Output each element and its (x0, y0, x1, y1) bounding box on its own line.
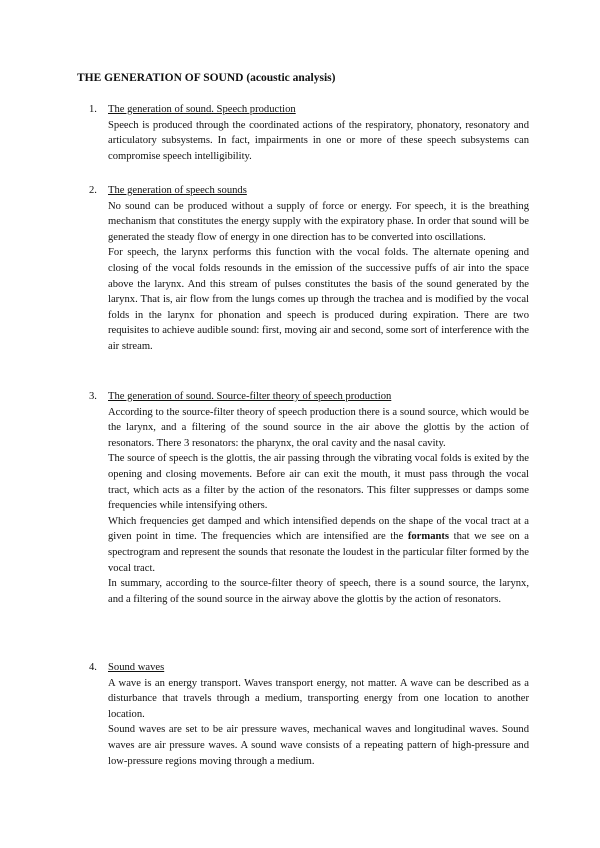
document-title: THE GENERATION OF SOUND (acoustic analysis) (77, 72, 336, 84)
formants-text-before: Which frequencies get damped and which intensified depends on the shape of the vocal tract at a given point in time. The frequencies which are intensified are the (108, 515, 529, 543)
paragraph: In summary, according to the source-filter theory of speech, there is a sound source, the larynx, and a filtering of the sound source in the airway above the glottis by the action of resonators. (108, 578, 529, 605)
section-heading (89, 660, 529, 676)
section-heading (89, 183, 529, 199)
paragraph-formants (89, 514, 529, 576)
section-title: The generation of sound. Source-filter theory of speech production (108, 391, 392, 402)
paragraph: The source of speech is the glottis, the air passing through the vibrating vocal folds is exited by the opening and closing movements. Before air can exit the mouth, it must pass through the vocal tract, which acts as a filter by the action of the resonators. This filter suppresses or damps some frequencies while intensifying others. (108, 453, 529, 512)
section-4 (89, 660, 529, 769)
section-number: 3. (89, 391, 97, 402)
section-title: Sound waves (108, 662, 165, 673)
section-number: 4. (89, 662, 97, 673)
section-1 (89, 102, 529, 164)
paragraph: According to the source-filter theory of speech production there is a sound source, which would be the larynx, and a filtering of the sound source in the air above the glottis by the action of resonators. There 3 resonators: the pharynx, the oral cavity and the nasal cavity. (108, 406, 529, 449)
formants-term: formants (407, 531, 450, 543)
paragraph: A wave is an energy transport. Waves transport energy, not matter. A wave can be described as a disturbance that travels through a medium, transporting energy from one location to another location. (108, 677, 529, 720)
formants-text-after: that we see on a spectrogram and represent the sounds that resonate the loudest in the particular filter formed by the vocal tract. (108, 531, 529, 574)
paragraph: Speech is produced through the coordinated actions of the respiratory, phonatory, resonatory and articulatory subsystems. In fact, impairments in one or more of these speech subsystems can compromise speech intelligibility. (108, 119, 529, 162)
paragraph: No sound can be produced without a supply of force or energy. For speech, it is the breathing mechanism that constitutes the energy supply with the expiratory phase. In order that sound will be generated the steady flow of energy in one direction has to be converted into oscillations. (108, 200, 529, 243)
section-title: The generation of speech sounds (108, 185, 247, 196)
paragraph: For speech, the larynx performs this function with the vocal folds. The alternate opening and closing of the vocal folds resounds in the emission of the successive puffs of air into the space above the larynx. And this stream of pulses constitutes the basis of the sound generated by the larynx. That is, air flow from the lungs comes up through the trachea and is modified by the vocal folds in the larynx for phonation and speech is produced during expiration. There are two requisites to achieve audible sound: first, moving air and second, some sort of interference with the air stream. (108, 247, 529, 352)
section-title: The generation of sound. Speech production (108, 104, 296, 115)
section-heading (89, 389, 529, 405)
section-3 (89, 389, 529, 607)
section-number: 1. (89, 104, 97, 115)
section-2 (89, 183, 529, 355)
section-number: 2. (89, 185, 97, 196)
paragraph: Sound waves are set to be air pressure waves, mechanical waves and longitudinal waves. Sound waves are air pressure waves. A sound wave consists of a repeating pattern of high-pressure and low-pressure regions moving through a medium. (108, 724, 529, 767)
section-heading (89, 102, 529, 118)
